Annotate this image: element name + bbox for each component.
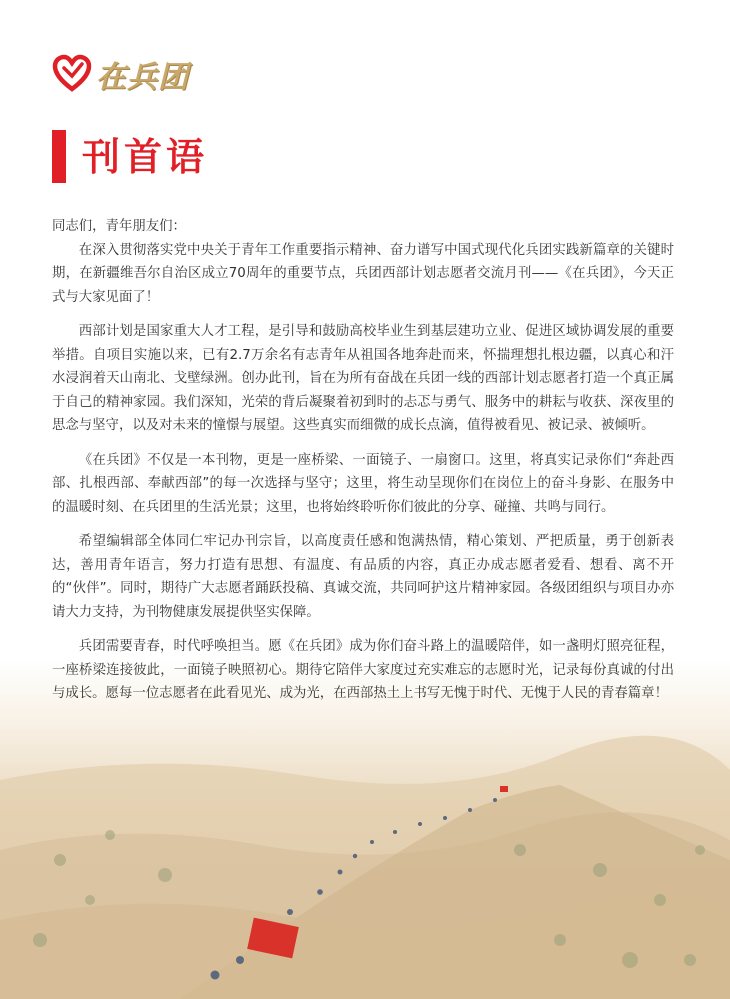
paragraph: 《在兵团》不仅是一本刊物，更是一座桥梁、一面镜子、一扇窗口。这里，将真实记录你们“奔赴西部、扎根西部、奉献西部”的每一次选择与坚守；这里，将生动呈现你们在岗位上的奋斗身影、在服务中的温暖时刻、在兵团里的生活光景；这里，也将始终聆听你们彼此的分享、碰撞、共鸣与同行。	[52, 452, 674, 515]
heart-icon	[52, 54, 92, 94]
page-heading: 刊首语	[82, 135, 209, 179]
paragraph: 希望编辑部全体同仁牢记办刊宗旨，以高度责任感和饱满热情，精心策划、严把质量，勇于创新表达，善用青年语言，努力打造有思想、有温度、有品质的内容，真正办成志愿者爱看、想看、离不开的“伙伴”。同时，期待广大志愿者踊跃投稿、真诚交流，共同呵护这片精神家园。各级团组织与项目办亦请大力支持，为刊物健康发展提供坚实保障。	[52, 534, 674, 620]
paragraph: 在深入贯彻落实党中央关于青年工作重要指示精神、奋力谱写中国式现代化兵团实践新篇章的关键时期，在新疆维吾尔自治区成立70周年的重要节点，兵团西部计划志愿者交流月刊——《在兵团》，今天正式与大家见面了！	[52, 242, 674, 305]
paragraph: 西部计划是国家重大人才工程，是引导和鼓励高校毕业生到基层建功立业、促进区域协调发展的重要举措。自项目实施以来，已有2.7万余名有志青年从祖国各地奔赴而来，怀揣理想扎根边疆，以真心和汗水浸润着天山南北、戈壁绿洲。创办此刊，旨在为所有奋战在兵团一线的西部计划志愿者打造一个真正属于自己的精神家园。我们深知，光荣的背后凝聚着初到时的忐忑与勇气、服务中的耕耘与收获、深夜里的思念与坚守，以及对未来的憧憬与展望。这些真实而细微的成长点滴，值得被看见、被记录、被倾听。	[52, 324, 674, 433]
logo-text: 在兵团	[96, 60, 189, 95]
salutation: 同志们，青年朋友们：	[52, 219, 186, 234]
article-body	[52, 215, 674, 717]
heading-accent-bar	[52, 130, 66, 183]
paragraph: 兵团需要青春，时代呼唤担当。愿《在兵团》成为你们奋斗路上的温暖陪伴，如一盏明灯照亮征程，一座桥梁连接彼此，一面镜子映照初心。期待它陪伴大家度过充实难忘的志愿时光，记录每份真诚的付出与成长。愿每一位志愿者在此看见光、成为光，在西部热土上书写无愧于时代、无愧于人民的青春篇章！	[52, 639, 674, 701]
magazine-logo	[52, 52, 189, 96]
